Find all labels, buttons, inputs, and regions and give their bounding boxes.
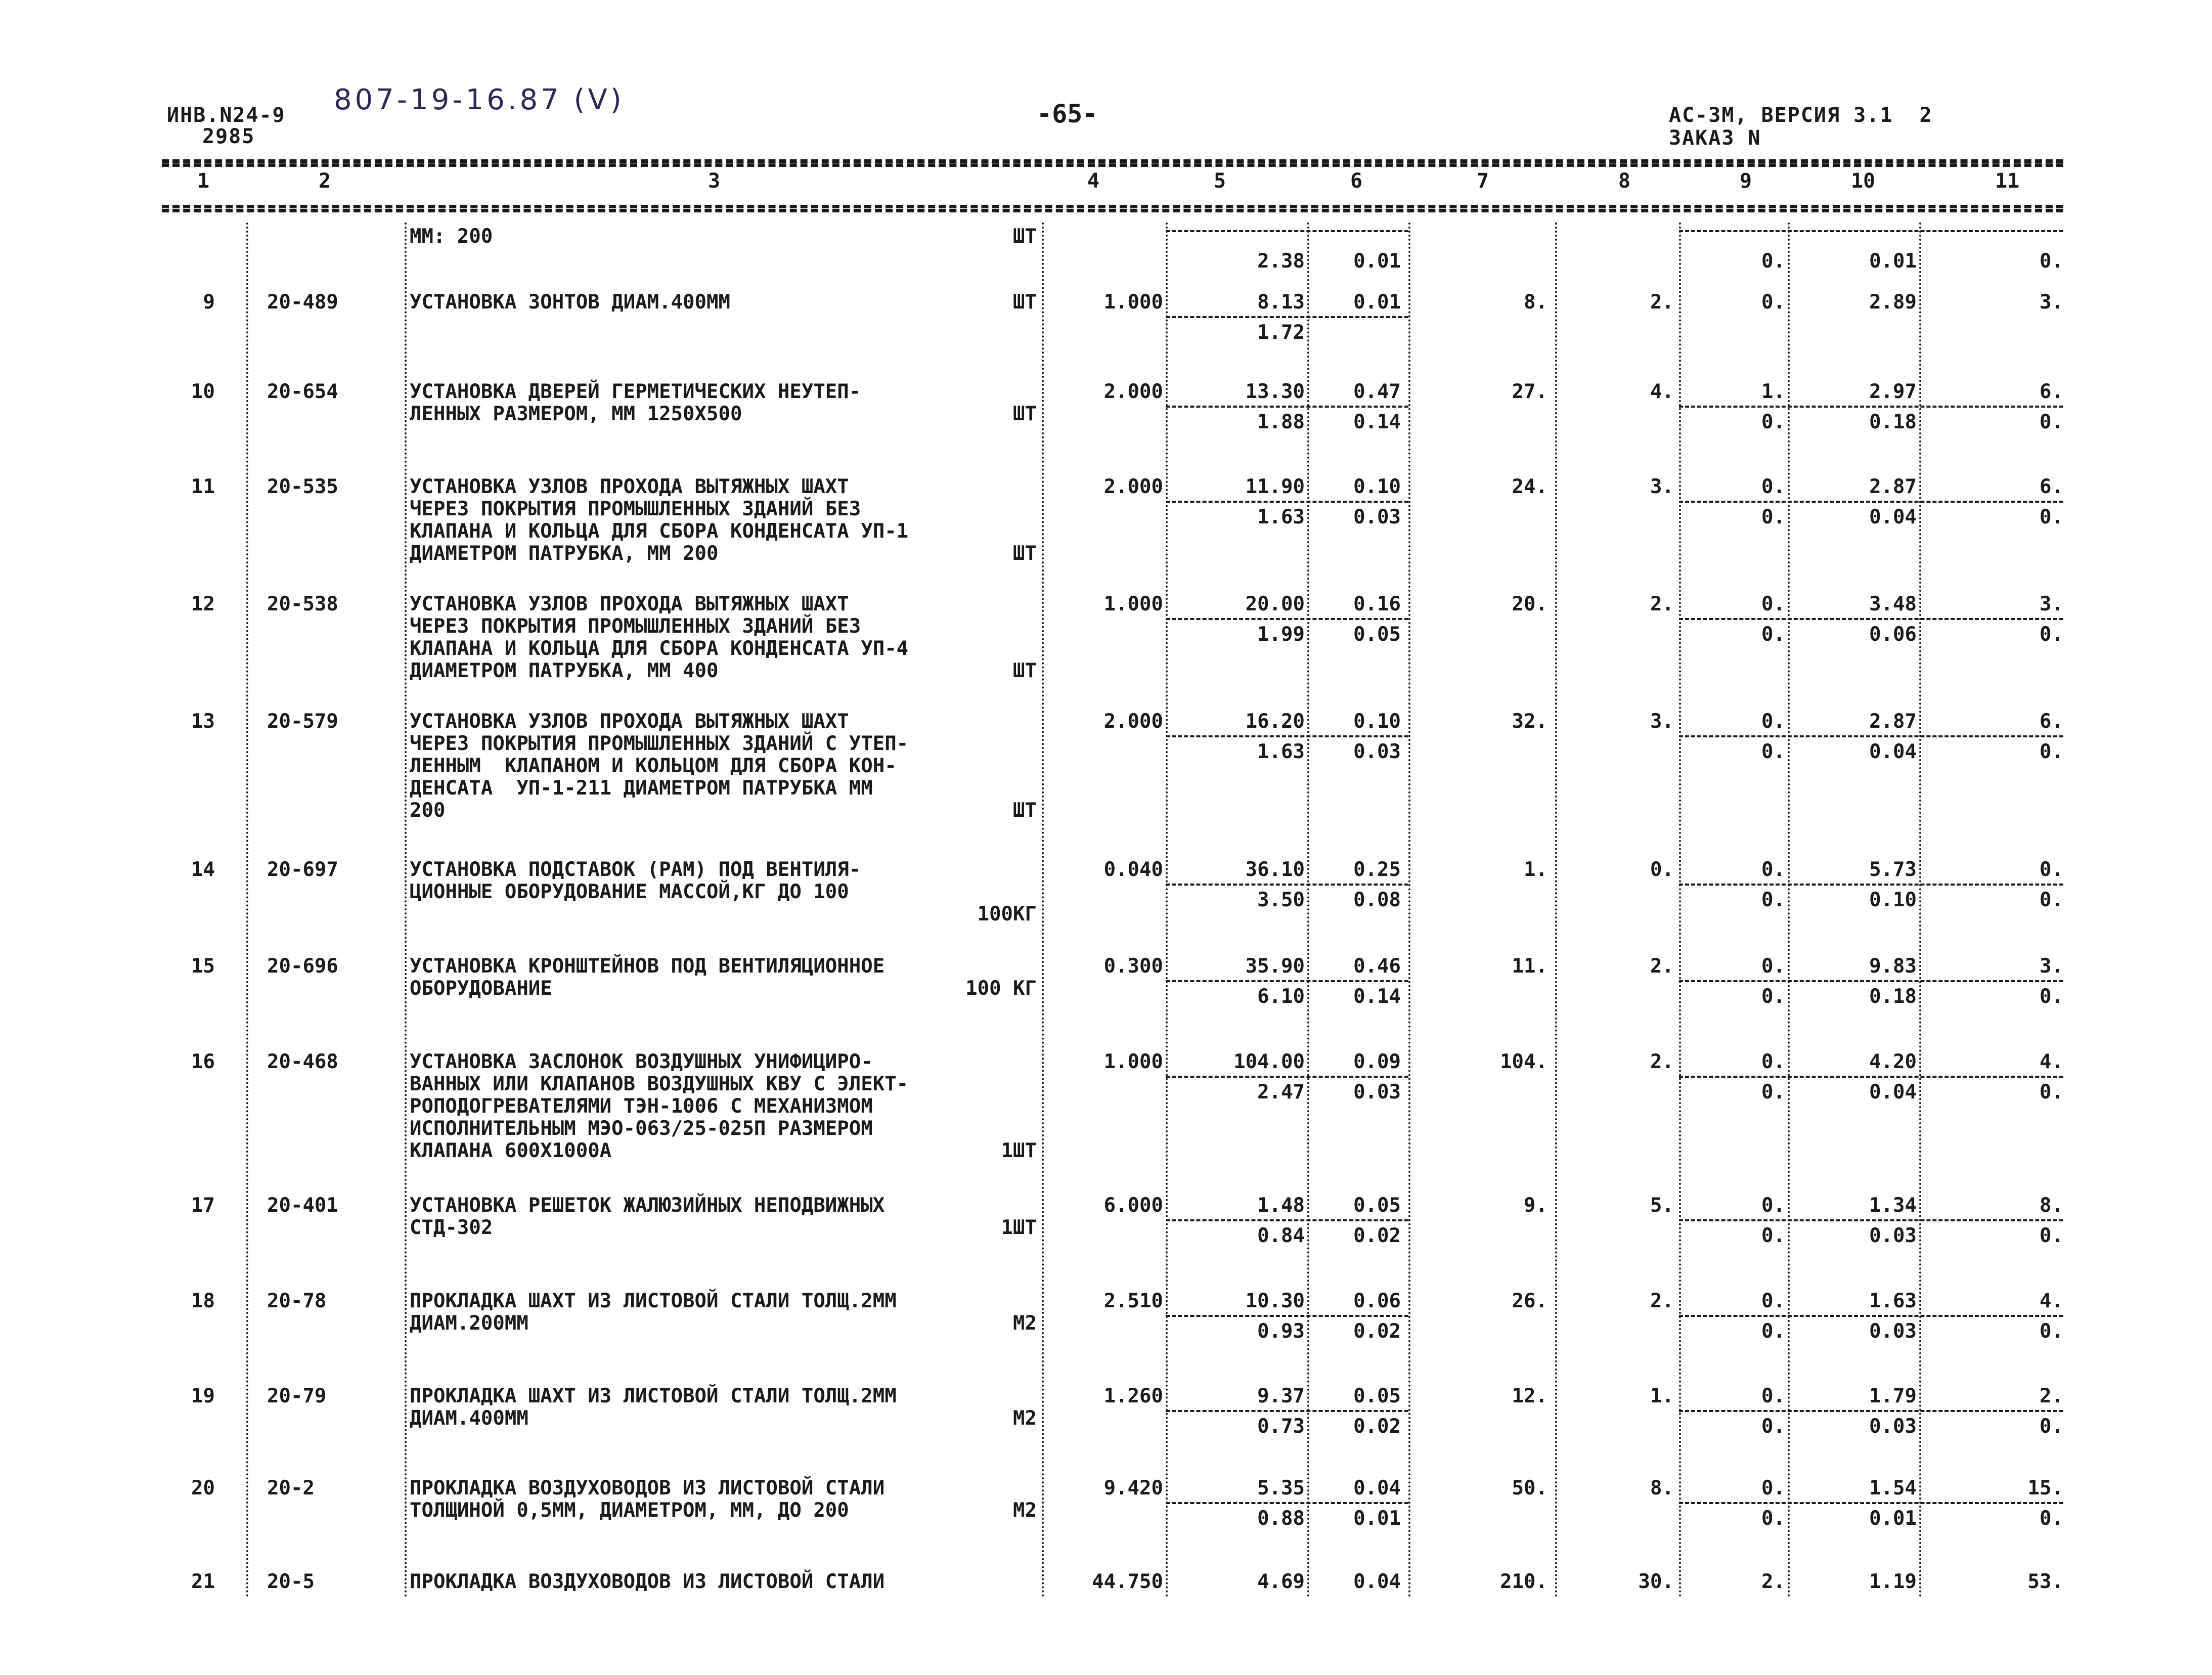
column-separator <box>1555 223 1557 1598</box>
col11-subtotal: 0. <box>2040 506 2063 528</box>
unit-cost-col6-subtotal: 0.03 <box>1353 506 1401 528</box>
handwritten-project-code: 807-19-16.87 (Ⅴ) <box>334 83 625 116</box>
column-separator <box>1042 223 1044 1598</box>
subtotal-divider <box>1166 230 1408 232</box>
unit-of-measure: М2 <box>1013 1407 1037 1430</box>
unit-cost-subtotal: 1.88 <box>1257 411 1305 433</box>
unit-cost: 5.35 <box>1257 1477 1305 1500</box>
unit-cost-col6: 0.46 <box>1353 955 1401 978</box>
unit-cost-col6-subtotal: 0.08 <box>1353 889 1401 911</box>
column-number: 8 <box>1618 169 1631 193</box>
rate-code: 20-579 <box>267 710 338 733</box>
column-number: 3 <box>708 169 721 193</box>
inventory-number: 2985 <box>202 125 255 148</box>
col10-value: 5.73 <box>1869 858 1917 881</box>
subtotal-divider <box>1166 501 1408 503</box>
row-number: 18 <box>191 1290 215 1312</box>
col10-value: 2.97 <box>1869 380 1917 403</box>
work-description-line: КЛАПАНА И КОЛЬЦА ДЛЯ СБОРА КОНДЕНСАТА УП-1 <box>410 520 909 543</box>
work-description-line: ДИАМ.200ММ <box>410 1312 528 1335</box>
rate-code: 20-401 <box>267 1194 338 1217</box>
work-description-line: ВАННЫХ ИЛИ КЛАПАНОВ ВОЗДУШНЫХ КВУ С ЭЛЕКТ- <box>410 1073 909 1095</box>
total-cost: 1. <box>1524 858 1547 881</box>
row-number: 19 <box>191 1385 215 1407</box>
subtotal-divider <box>1679 618 2063 620</box>
rate-code: 20-78 <box>267 1290 327 1312</box>
col11-value: 8. <box>2040 1194 2063 1217</box>
column-header-rule-double <box>162 209 2063 212</box>
total-cost-col8: 2. <box>1650 593 1674 615</box>
column-separator <box>1166 223 1168 1598</box>
col11-subtotal: 0. <box>2040 1507 2063 1530</box>
row-number: 12 <box>191 593 215 615</box>
unit-cost-col6-subtotal: 0.14 <box>1353 411 1401 433</box>
unit-cost-subtotal: 3.50 <box>1257 889 1305 911</box>
col11-subtotal: 0. <box>2040 1081 2063 1104</box>
col9-subtotal: 0. <box>1761 411 1785 433</box>
total-cost: 20. <box>1512 593 1547 615</box>
col9-value: 2. <box>1761 1570 1785 1593</box>
col9-value: 0. <box>1761 291 1785 314</box>
unit-cost: 9.37 <box>1257 1385 1305 1407</box>
column-number: 10 <box>1851 169 1876 193</box>
work-description-line: ЧЕРЕЗ ПОКРЫТИЯ ПРОМЫШЛЕННЫХ ЗДАНИЙ С УТЕП- <box>410 732 909 755</box>
unit-cost-subtotal: 1.99 <box>1257 623 1305 646</box>
col10-value: 9.83 <box>1869 955 1917 978</box>
col11-value: 4. <box>2040 1050 2063 1073</box>
unit-cost-col6: 0.04 <box>1353 1570 1401 1593</box>
unit-cost-col6-subtotal: 0.05 <box>1353 623 1401 646</box>
work-description-line: ОБОРУДОВАНИЕ <box>410 977 552 1000</box>
work-description-line: КЛАПАНА 600Х1000А <box>410 1139 612 1162</box>
column-separator <box>1679 223 1681 1598</box>
total-cost: 8. <box>1524 291 1547 314</box>
work-description-line: ДИАМЕТРОМ ПАТРУБКА, ММ 200 <box>410 542 719 565</box>
col10-subtotal: 0.06 <box>1869 623 1917 646</box>
column-separator <box>1919 223 1921 1598</box>
subtotal-divider <box>1166 1219 1408 1221</box>
col9-value: 0. <box>1761 710 1785 733</box>
work-description-line: УСТАНОВКА УЗЛОВ ПРОХОДА ВЫТЯЖНЫХ ШАХТ <box>410 710 849 733</box>
total-cost-col8: 5. <box>1650 1194 1674 1217</box>
col11-subtotal: 0. <box>2040 1320 2063 1343</box>
work-description-line: ИСПОЛНИТЕЛЬНЫМ МЭО-063/25-025П РАЗМЕРОМ <box>410 1117 873 1140</box>
col9-subtotal: 0. <box>1761 889 1785 911</box>
subtotal-divider <box>1679 406 2063 408</box>
work-description-line: УСТАНОВКА ПОДСТАВОК (РАМ) ПОД ВЕНТИЛЯ- <box>410 858 861 881</box>
col10-value: 1.19 <box>1869 1570 1917 1593</box>
unit-cost-col6: 0.25 <box>1353 858 1401 881</box>
col11-value: 3. <box>2040 291 2063 314</box>
quantity: 1.000 <box>1103 291 1163 314</box>
total-cost-col8: 4. <box>1650 380 1674 403</box>
unit-cost: 13.30 <box>1245 380 1305 403</box>
unit-cost-col6: 0.01 <box>1353 291 1401 314</box>
unit-cost-col6-subtotal: 0.14 <box>1353 985 1401 1008</box>
quantity: 1.000 <box>1103 1050 1163 1073</box>
total-cost: 24. <box>1512 475 1547 498</box>
quantity: 2.000 <box>1103 710 1163 733</box>
column-number: 11 <box>1995 169 2020 193</box>
rate-code: 20-5 <box>267 1570 315 1593</box>
column-number: 6 <box>1350 169 1363 193</box>
col9-subtotal: 0. <box>1761 1415 1785 1438</box>
col9-subtotal: 0. <box>1761 1224 1785 1247</box>
subtotal-divider <box>1166 980 1408 982</box>
col11-subtotal: 0. <box>2040 740 2063 763</box>
col10-value: 3.48 <box>1869 593 1917 615</box>
work-description-line: УСТАНОВКА КРОНШТЕЙНОВ ПОД ВЕНТИЛЯЦИОННОЕ <box>410 955 885 978</box>
col9-value: 0. <box>1761 858 1785 881</box>
total-cost-col8: 3. <box>1650 475 1674 498</box>
column-number: 4 <box>1087 169 1100 193</box>
subtotal-divider <box>1166 735 1408 737</box>
continuation-c6: 0.01 <box>1353 250 1401 273</box>
row-number: 14 <box>191 858 215 881</box>
col10-value: 1.63 <box>1869 1290 1917 1312</box>
subtotal-divider <box>1166 1502 1408 1504</box>
col11-subtotal: 0. <box>2040 985 2063 1008</box>
col11-subtotal: 0. <box>2040 1415 2063 1438</box>
subtotal-divider <box>1166 1410 1408 1412</box>
subtotal-divider <box>1679 1315 2063 1317</box>
rate-code: 20-654 <box>267 380 338 403</box>
subtotal-divider <box>1679 884 2063 886</box>
unit-cost-col6: 0.05 <box>1353 1194 1401 1217</box>
work-description-line: РОПОДОГРЕВАТЕЛЯМИ ТЭН-1006 С МЕХАНИЗМОМ <box>410 1095 873 1118</box>
unit-cost-col6: 0.47 <box>1353 380 1401 403</box>
col9-value: 0. <box>1761 593 1785 615</box>
total-cost-col8: 30. <box>1638 1570 1674 1593</box>
subtotal-divider <box>1166 316 1408 318</box>
row-number: 16 <box>191 1050 215 1073</box>
col10-subtotal: 0.10 <box>1869 889 1917 911</box>
total-cost: 26. <box>1512 1290 1547 1312</box>
unit-cost-col6: 0.16 <box>1353 593 1401 615</box>
col10-value: 1.79 <box>1869 1385 1917 1407</box>
subtotal-divider <box>1679 735 2063 737</box>
unit-cost-col6-subtotal: 0.02 <box>1353 1320 1401 1343</box>
work-description-line: ПРОКЛАДКА ШАХТ ИЗ ЛИСТОВОЙ СТАЛИ ТОЛЩ.2ММ <box>410 1385 897 1407</box>
quantity: 9.420 <box>1103 1477 1163 1500</box>
work-description-line: ЛЕННЫМ КЛАПАНОМ И КОЛЬЦОМ ДЛЯ СБОРА КОН- <box>410 755 897 777</box>
work-description-line: УСТАНОВКА РЕШЕТОК ЖАЛЮЗИЙНЫХ НЕПОДВИЖНЫХ <box>410 1194 885 1217</box>
subtotal-divider <box>1166 1076 1408 1078</box>
col11-value: 6. <box>2040 475 2063 498</box>
col11-value: 53. <box>2027 1570 2063 1593</box>
work-description-line: УСТАНОВКА ЗАСЛОНОК ВОЗДУШНЫХ УНИФИЦИРО- <box>410 1050 873 1073</box>
subtotal-divider <box>1679 1502 2063 1504</box>
work-description-line: СТД-302 <box>410 1216 493 1239</box>
inventory-label: ИНВ.N24-9 <box>167 104 286 127</box>
col10-subtotal: 0.03 <box>1869 1415 1917 1438</box>
unit-cost-subtotal: 0.93 <box>1257 1320 1305 1343</box>
work-description-line: ПРОКЛАДКА ВОЗДУХОВОДОВ ИЗ ЛИСТОВОЙ СТАЛИ <box>410 1477 885 1500</box>
unit-cost-col6-subtotal: 0.03 <box>1353 1081 1401 1104</box>
continuation-c5: 2.38 <box>1257 250 1305 273</box>
col11-value: 4. <box>2040 1290 2063 1312</box>
work-description-line: ТОЛЩИНОЙ 0,5ММ, ДИАМЕТРОМ, ММ, ДО 200 <box>410 1499 849 1522</box>
column-separator <box>405 223 407 1598</box>
total-cost: 104. <box>1500 1050 1547 1073</box>
col9-subtotal: 0. <box>1761 1320 1785 1343</box>
quantity: 0.040 <box>1103 858 1163 881</box>
quantity: 1.260 <box>1103 1385 1163 1407</box>
col10-value: 4.20 <box>1869 1050 1917 1073</box>
total-cost: 27. <box>1512 380 1547 403</box>
col9-value: 0. <box>1761 1477 1785 1500</box>
quantity: 2.000 <box>1103 380 1163 403</box>
quantity: 1.000 <box>1103 593 1163 615</box>
subtotal-divider <box>1166 1315 1408 1317</box>
unit-cost: 16.20 <box>1245 710 1305 733</box>
col10-value: 2.87 <box>1869 710 1917 733</box>
unit-cost: 10.30 <box>1245 1290 1305 1312</box>
subtotal-divider <box>1679 1076 2063 1078</box>
work-description-line: ПРОКЛАДКА ШАХТ ИЗ ЛИСТОВОЙ СТАЛИ ТОЛЩ.2ММ <box>410 1290 897 1312</box>
quantity: 6.000 <box>1103 1194 1163 1217</box>
col11-subtotal: 0. <box>2040 1224 2063 1247</box>
col9-value: 0. <box>1761 1050 1785 1073</box>
col11-value: 2. <box>2040 1385 2063 1407</box>
total-cost-col8: 3. <box>1650 710 1674 733</box>
column-number: 5 <box>1214 169 1226 193</box>
total-cost: 9. <box>1524 1194 1547 1217</box>
col11-subtotal: 0. <box>2040 623 2063 646</box>
unit-cost: 8.13 <box>1257 291 1305 314</box>
unit-cost-col6-subtotal: 0.02 <box>1353 1224 1401 1247</box>
order-label: ЗАКАЗ N <box>1669 126 1761 150</box>
col11-value: 6. <box>2040 710 2063 733</box>
col10-subtotal: 0.04 <box>1869 1081 1917 1104</box>
work-description-line: 200 <box>410 799 446 822</box>
rate-code: 20-468 <box>267 1050 338 1073</box>
page-number: -65- <box>1037 99 1098 128</box>
row-number: 15 <box>191 955 215 978</box>
unit-cost-col6: 0.04 <box>1353 1477 1401 1500</box>
unit-cost-subtotal: 6.10 <box>1257 985 1305 1008</box>
total-cost: 50. <box>1512 1477 1547 1500</box>
column-separator <box>1307 223 1309 1598</box>
work-description-line: ДЕНСАТА УП-1-211 ДИАМЕТРОМ ПАТРУБКА ММ <box>410 777 873 800</box>
quantity: 2.510 <box>1103 1290 1163 1312</box>
col9-value: 0. <box>1761 955 1785 978</box>
col10-subtotal: 0.03 <box>1869 1224 1917 1247</box>
unit-cost-col6: 0.06 <box>1353 1290 1401 1312</box>
quantity: 44.750 <box>1092 1570 1163 1593</box>
work-description-line: ПРОКЛАДКА ВОЗДУХОВОДОВ ИЗ ЛИСТОВОЙ СТАЛИ <box>410 1570 885 1593</box>
continuation-unit: ШТ <box>1013 225 1037 248</box>
col10-value: 2.87 <box>1869 475 1917 498</box>
col9-value: 0. <box>1761 475 1785 498</box>
column-number: 9 <box>1740 169 1752 193</box>
column-number: 7 <box>1477 169 1489 193</box>
rate-code: 20-79 <box>267 1385 327 1407</box>
subtotal-divider <box>1679 980 2063 982</box>
subtotal-divider <box>1679 1410 2063 1412</box>
subtotal-divider <box>1679 501 2063 503</box>
unit-of-measure: ШТ <box>1013 542 1037 565</box>
row-number: 13 <box>191 710 215 733</box>
unit-cost-subtotal: 0.84 <box>1257 1224 1305 1247</box>
row-number: 21 <box>191 1570 215 1593</box>
continuation-name: ММ: 200 <box>410 225 493 248</box>
row-number: 20 <box>191 1477 215 1500</box>
work-description-line: УСТАНОВКА ДВЕРЕЙ ГЕРМЕТИЧЕСКИХ НЕУТЕП- <box>410 380 861 403</box>
total-cost-col8: 2. <box>1650 955 1674 978</box>
unit-cost-col6-subtotal: 0.03 <box>1353 740 1401 763</box>
col9-subtotal: 0. <box>1761 985 1785 1008</box>
total-cost-col8: 2. <box>1650 291 1674 314</box>
work-description-line: КЛАПАНА И КОЛЬЦА ДЛЯ СБОРА КОНДЕНСАТА УП-4 <box>410 637 909 660</box>
system-version: АС-3М, ВЕРСИЯ 3.1 2 <box>1669 104 1933 127</box>
column-number: 2 <box>319 169 331 193</box>
rate-code: 20-535 <box>267 475 338 498</box>
col10-subtotal: 0.18 <box>1869 985 1917 1008</box>
unit-cost: 4.69 <box>1257 1570 1305 1593</box>
continuation-c10: 0.01 <box>1869 250 1917 273</box>
col9-subtotal: 0. <box>1761 1507 1785 1530</box>
unit-cost: 104.00 <box>1233 1050 1305 1073</box>
continuation-c9: 0. <box>1761 250 1785 273</box>
subtotal-divider <box>1679 230 2063 232</box>
work-description-line: ЦИОННЫЕ ОБОРУДОВАНИЕ МАССОЙ,КГ ДО 100 <box>410 880 849 903</box>
unit-cost-subtotal: 0.73 <box>1257 1415 1305 1438</box>
unit-of-measure: 100КГ <box>977 903 1037 925</box>
work-description-line: ЛЕННЫХ РАЗМЕРОМ, ММ 1250Х500 <box>410 403 742 425</box>
col11-value: 15. <box>2027 1477 2063 1500</box>
work-description-line: ЧЕРЕЗ ПОКРЫТИЯ ПРОМЫШЛЕННЫХ ЗДАНИЙ БЕЗ <box>410 498 861 520</box>
unit-cost: 20.00 <box>1245 593 1305 615</box>
col10-subtotal: 0.18 <box>1869 411 1917 433</box>
row-number: 17 <box>191 1194 215 1217</box>
unit-of-measure: ШТ <box>1013 799 1037 822</box>
unit-cost-col6-subtotal: 0.01 <box>1353 1507 1401 1530</box>
col10-value: 1.54 <box>1869 1477 1917 1500</box>
unit-cost-subtotal: 1.63 <box>1257 506 1305 528</box>
col9-value: 1. <box>1761 380 1785 403</box>
unit-of-measure: ШТ <box>1013 403 1037 425</box>
unit-cost: 1.48 <box>1257 1194 1305 1217</box>
unit-cost-subtotal: 0.88 <box>1257 1507 1305 1530</box>
unit-of-measure: М2 <box>1013 1499 1037 1522</box>
unit-of-measure: 100 КГ <box>965 977 1037 1000</box>
subtotal-divider <box>1166 618 1408 620</box>
col9-subtotal: 0. <box>1761 506 1785 528</box>
subtotal-divider <box>1166 884 1408 886</box>
total-cost-col8: 8. <box>1650 1477 1674 1500</box>
unit-cost-col6: 0.10 <box>1353 710 1401 733</box>
col11-value: 3. <box>2040 955 2063 978</box>
top-rule-double <box>162 163 2063 167</box>
column-number: 1 <box>197 169 210 193</box>
quantity: 2.000 <box>1103 475 1163 498</box>
row-number: 10 <box>191 380 215 403</box>
unit-cost-col6: 0.05 <box>1353 1385 1401 1407</box>
col10-value: 1.34 <box>1869 1194 1917 1217</box>
total-cost-col8: 2. <box>1650 1050 1674 1073</box>
col11-subtotal: 0. <box>2040 889 2063 911</box>
total-cost: 12. <box>1512 1385 1547 1407</box>
col10-subtotal: 0.01 <box>1869 1507 1917 1530</box>
total-cost: 32. <box>1512 710 1547 733</box>
work-description-line: ДИАМЕТРОМ ПАТРУБКА, ММ 400 <box>410 659 719 682</box>
col11-subtotal: 0. <box>2040 411 2063 433</box>
unit-cost: 35.90 <box>1245 955 1305 978</box>
col9-value: 0. <box>1761 1385 1785 1407</box>
top-rule <box>162 159 2063 163</box>
rate-code: 20-696 <box>267 955 338 978</box>
col9-value: 0. <box>1761 1194 1785 1217</box>
total-cost-col8: 1. <box>1650 1385 1674 1407</box>
unit-of-measure: 1ШТ <box>1001 1216 1037 1239</box>
col10-subtotal: 0.04 <box>1869 506 1917 528</box>
unit-cost-subtotal: 1.72 <box>1257 321 1305 344</box>
column-header-rule <box>162 205 2063 208</box>
continuation-c11: 0. <box>2040 250 2063 273</box>
total-cost-col8: 0. <box>1650 858 1674 881</box>
rate-code: 20-489 <box>267 291 338 314</box>
work-description-line: ДИАМ.400ММ <box>410 1407 528 1430</box>
work-description-line: УСТАНОВКА ЗОНТОВ ДИАМ.400ММ <box>410 291 730 314</box>
col9-subtotal: 0. <box>1761 623 1785 646</box>
work-description-line: УСТАНОВКА УЗЛОВ ПРОХОДА ВЫТЯЖНЫХ ШАХТ <box>410 593 849 615</box>
col11-value: 0. <box>2040 858 2063 881</box>
col9-subtotal: 0. <box>1761 740 1785 763</box>
col10-subtotal: 0.03 <box>1869 1320 1917 1343</box>
col9-subtotal: 0. <box>1761 1081 1785 1104</box>
total-cost: 210. <box>1500 1570 1547 1593</box>
rate-code: 20-697 <box>267 858 338 881</box>
col10-value: 2.89 <box>1869 291 1917 314</box>
work-description-line: УСТАНОВКА УЗЛОВ ПРОХОДА ВЫТЯЖНЫХ ШАХТ <box>410 475 849 498</box>
total-cost-col8: 2. <box>1650 1290 1674 1312</box>
row-number: 9 <box>203 291 215 314</box>
quantity: 0.300 <box>1103 955 1163 978</box>
unit-of-measure: ШТ <box>1013 659 1037 682</box>
unit-cost-col6-subtotal: 0.02 <box>1353 1415 1401 1438</box>
unit-of-measure: 1ШТ <box>1001 1139 1037 1162</box>
unit-cost-col6: 0.10 <box>1353 475 1401 498</box>
rate-code: 20-2 <box>267 1477 315 1500</box>
unit-cost-subtotal: 2.47 <box>1257 1081 1305 1104</box>
work-description-line: ЧЕРЕЗ ПОКРЫТИЯ ПРОМЫШЛЕННЫХ ЗДАНИЙ БЕЗ <box>410 615 861 638</box>
unit-cost-subtotal: 1.63 <box>1257 740 1305 763</box>
unit-cost-col6: 0.09 <box>1353 1050 1401 1073</box>
total-cost: 11. <box>1512 955 1547 978</box>
column-separator <box>1408 223 1410 1598</box>
col11-value: 6. <box>2040 380 2063 403</box>
subtotal-divider <box>1166 406 1408 408</box>
row-number: 11 <box>191 475 215 498</box>
subtotal-divider <box>1679 1219 2063 1221</box>
col10-subtotal: 0.04 <box>1869 740 1917 763</box>
col11-value: 3. <box>2040 593 2063 615</box>
unit-cost: 36.10 <box>1245 858 1305 881</box>
rate-code: 20-538 <box>267 593 338 615</box>
column-separator <box>246 223 248 1598</box>
column-separator <box>1788 223 1790 1598</box>
unit-of-measure: М2 <box>1013 1312 1037 1335</box>
unit-of-measure: ШТ <box>1013 291 1037 314</box>
unit-cost: 11.90 <box>1245 475 1305 498</box>
col9-value: 0. <box>1761 1290 1785 1312</box>
